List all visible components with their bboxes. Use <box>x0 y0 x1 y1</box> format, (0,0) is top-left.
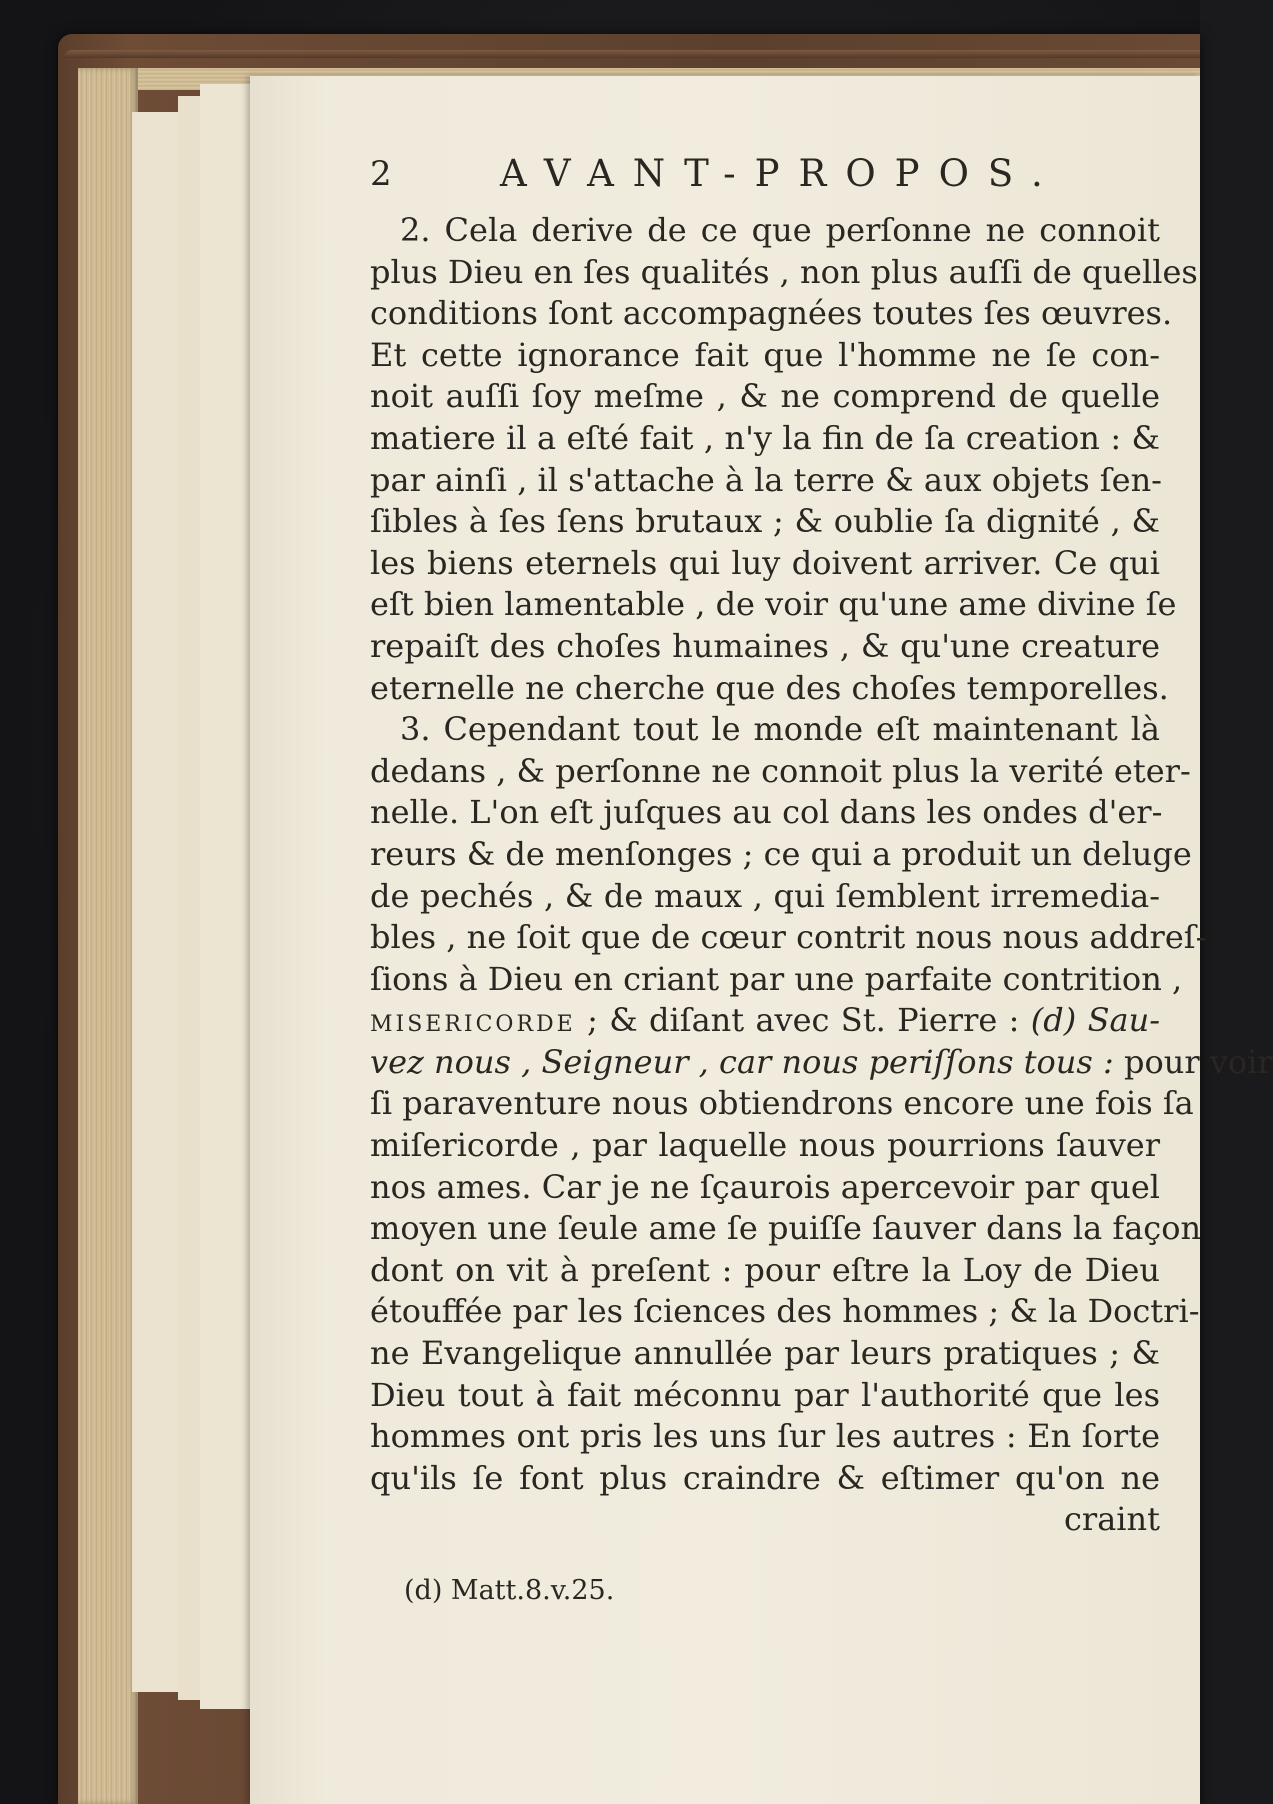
footnote: (d) Matt.8.v.25. <box>404 1575 615 1606</box>
text-line: les biens eternels qui luy doivent arriver. Ce qui <box>370 543 1160 582</box>
text-line: qu'ils ſe font plus craindre & eſtimer qu'on ne <box>370 1458 1160 1497</box>
text-line: par ainſi , il s'attache à la terre & aux objets ſen- <box>370 460 1162 499</box>
text-line: de pechés , & de maux , qui ſemblent irremedia- <box>370 876 1160 915</box>
page-number: 2 <box>370 154 392 194</box>
smallcaps-word: MISERICORDE <box>370 1012 576 1038</box>
text-line: dedans , & perſonne ne connoit plus la verité eter- <box>370 751 1191 790</box>
text-line: eternelle ne cherche que des choſes temporelles. <box>370 668 1169 707</box>
text-line: dont on vit à preſent : pour eſtre la Loy de Dieu <box>370 1250 1160 1289</box>
text-line: nos ames. Car je ne ſçaurois apercevoir par quel <box>370 1167 1160 1206</box>
text-line: 2. Cela derive de ce que perſonne ne connoit <box>400 211 1160 249</box>
text-line: repaiſt des choſes humaines , & qu'une creature <box>370 626 1160 665</box>
page-text <box>370 148 1273 1541</box>
text-line: miſericorde , par laquelle nous pourrions ſauver <box>370 1126 1160 1165</box>
italic-span: Sau- <box>1076 1001 1161 1040</box>
text-line: nelle. L'on eſt juſques au col dans les ondes d'er- <box>370 793 1163 832</box>
page-header <box>370 148 1160 210</box>
page-stack <box>78 68 138 1804</box>
italic-span: vez nous , Seigneur , car nous periſſons tous : <box>370 1042 1114 1081</box>
text-line: reurs & de menſonges ; ce qui a produit un deluge <box>370 834 1192 873</box>
text-line: noit auſſi ſoy meſme , & ne comprend de quelle <box>370 377 1160 416</box>
text-line: ſibles à ſes ſens brutaux ; & oublie ſa dignité , & <box>370 502 1160 541</box>
catchword: craint <box>1064 1500 1160 1539</box>
text-line: Dieu tout à fait méconnu par l'authorité que les <box>370 1375 1160 1414</box>
text-line: hommes ont pris les uns ſur les autres : En ſorte <box>370 1417 1160 1456</box>
footnote-ref: (d) <box>1030 1001 1077 1040</box>
text-line: plus Dieu en ſes qualités , non plus auſſi de quelles <box>370 252 1198 291</box>
text-span: pour voir <box>1113 1042 1273 1081</box>
text-line-misericorde <box>370 1000 1160 1042</box>
text-line: ſions à Dieu en criant par une parfaite contrition , <box>370 959 1183 998</box>
text-line-italic <box>370 1042 1273 1084</box>
text-line: conditions ſont accompagnées toutes ſes œuvres. <box>370 294 1173 333</box>
text-line: eſt bien lamentable , de voir qu'une ame divine ſe <box>370 585 1177 624</box>
text-line: matiere il a eſté fait , n'y la fin de ſa creation : & <box>370 418 1160 457</box>
running-head: AVANT-PROPOS. <box>500 152 1062 195</box>
text-line: ne Evangelique annullée par leurs pratiques ; & <box>370 1334 1160 1373</box>
text-line: moyen une ſeule ame ſe puiſſe ſauver dans la façon <box>370 1209 1202 1248</box>
text-span: ; & diſant avec St. Pierre : <box>575 1001 1031 1040</box>
text-line: étouffée par les ſciences des hommes ; & la Doctri- <box>370 1292 1200 1331</box>
text-line: bles , ne ſoit que de cœur contrit nous nous addreſ- <box>370 918 1207 957</box>
text-line: 3. Cependant tout le monde eſt maintenant là <box>400 710 1160 749</box>
cover-edge <box>64 50 1200 58</box>
text-line: Et cette ignorance fait que l'homme ne ſe con- <box>370 335 1160 374</box>
text-line: ſi paraventure nous obtiendrons encore une fois ſa <box>370 1084 1194 1123</box>
